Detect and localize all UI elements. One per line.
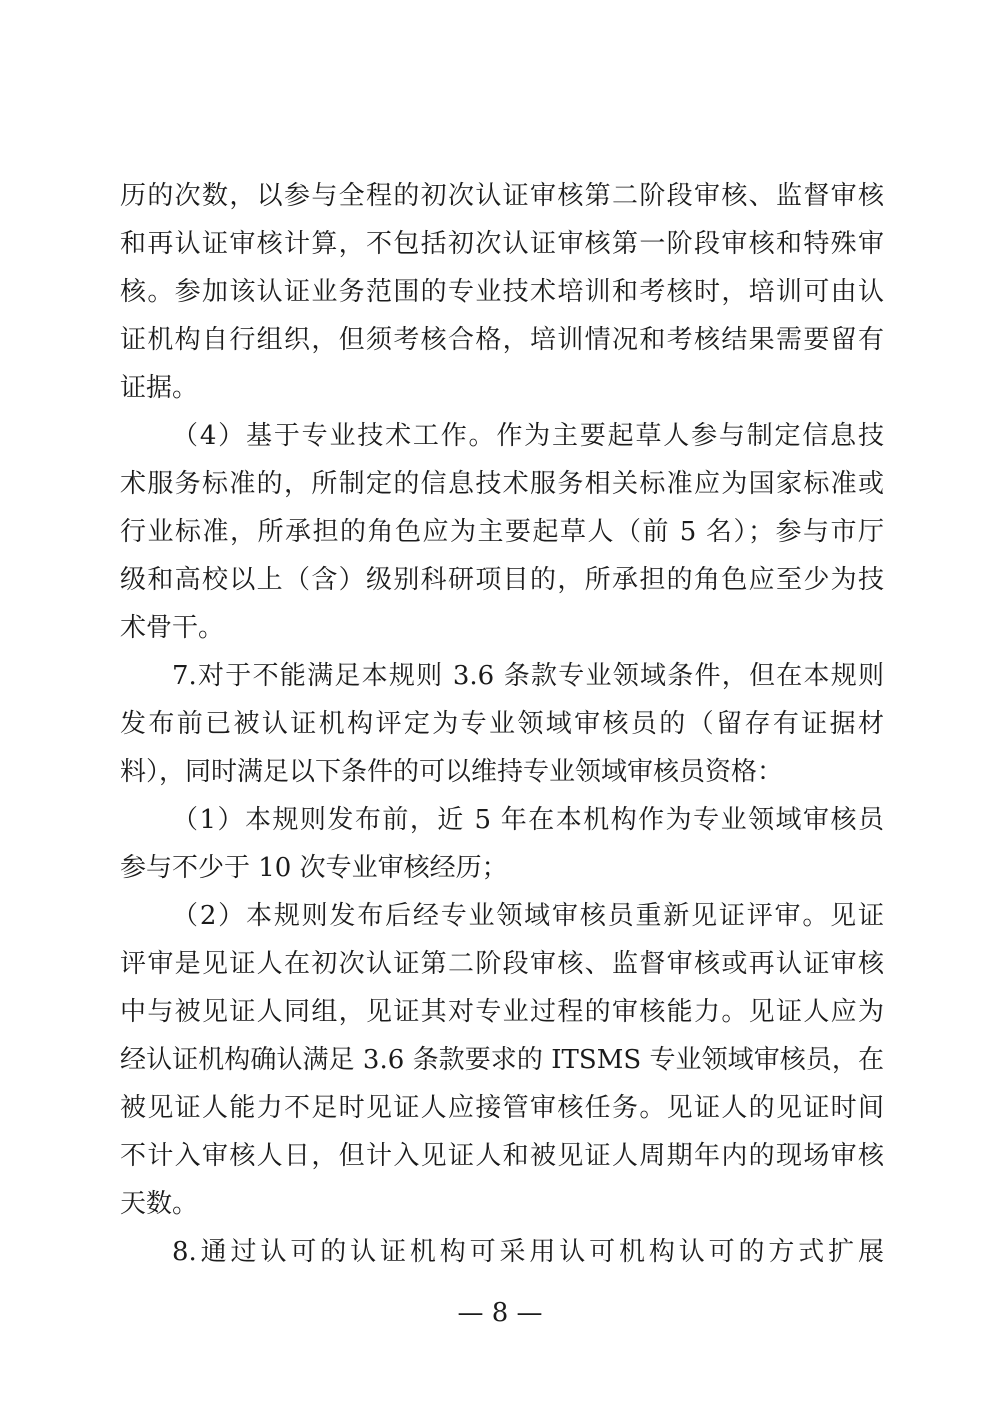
body-line: 被见证人能力不足时见证人应接管审核任务。见证人的见证时间 [120,1093,884,1123]
body-line: 7.对于不能满足本规则 3.6 条款专业领域条件，但在本规则 [172,661,884,691]
body-line: 历的次数，以参与全程的初次认证审核第二阶段审核、监督审核 [120,181,884,211]
body-line: 天数。 [120,1189,199,1219]
body-line: 参与不少于 10 次专业审核经历； [120,853,508,883]
body-line: （2）本规则发布后经专业领域审核员重新见证评审。见证 [172,901,884,931]
body-line: 和再认证审核计算，不包括初次认证审核第一阶段审核和特殊审 [120,229,884,259]
body-line: 料），同时满足以下条件的可以维持专业领域审核员资格： [120,757,784,787]
body-line: 术骨干。 [120,613,225,643]
body-line: 级和高校以上（含）级别科研项目的，所承担的角色应至少为技 [120,565,884,595]
body-line: 发布前已被认证机构评定为专业领域审核员的（留存有证据材 [120,709,884,739]
body-line: （1）本规则发布前，近 5 年在本机构作为专业领域审核员 [172,805,884,835]
body-line: 中与被见证人同组，见证其对专业过程的审核能力。见证人应为 [120,997,884,1027]
body-line: 证机构自行组织，但须考核合格，培训情况和考核结果需要留有 [120,325,884,355]
body-line: 核。参加该认证业务范围的专业技术培训和考核时，培训可由认 [120,277,884,307]
body-line: 评审是见证人在初次认证第二阶段审核、监督审核或再认证审核 [120,949,884,979]
body-line: 证据。 [120,373,199,403]
body-line: 行业标准，所承担的角色应为主要起草人（前 5 名）；参与市厅 [120,517,884,547]
body-line: 不计入审核人日，但计入见证人和被见证人周期年内的现场审核 [120,1141,884,1171]
body-line: 8.通过认可的认证机构可采用认可机构认可的方式扩展 [172,1237,884,1267]
body-line: （4）基于专业技术工作。作为主要起草人参与制定信息技 [172,421,884,451]
body-text [120,172,884,1276]
page-number: — 8 — [457,1298,543,1328]
body-line: 经认证机构确认满足 3.6 条款要求的 ITSMS 专业领域审核员，在 [120,1045,884,1075]
body-line: 术服务标准的，所制定的信息技术服务相关标准应为国家标准或 [120,469,884,499]
